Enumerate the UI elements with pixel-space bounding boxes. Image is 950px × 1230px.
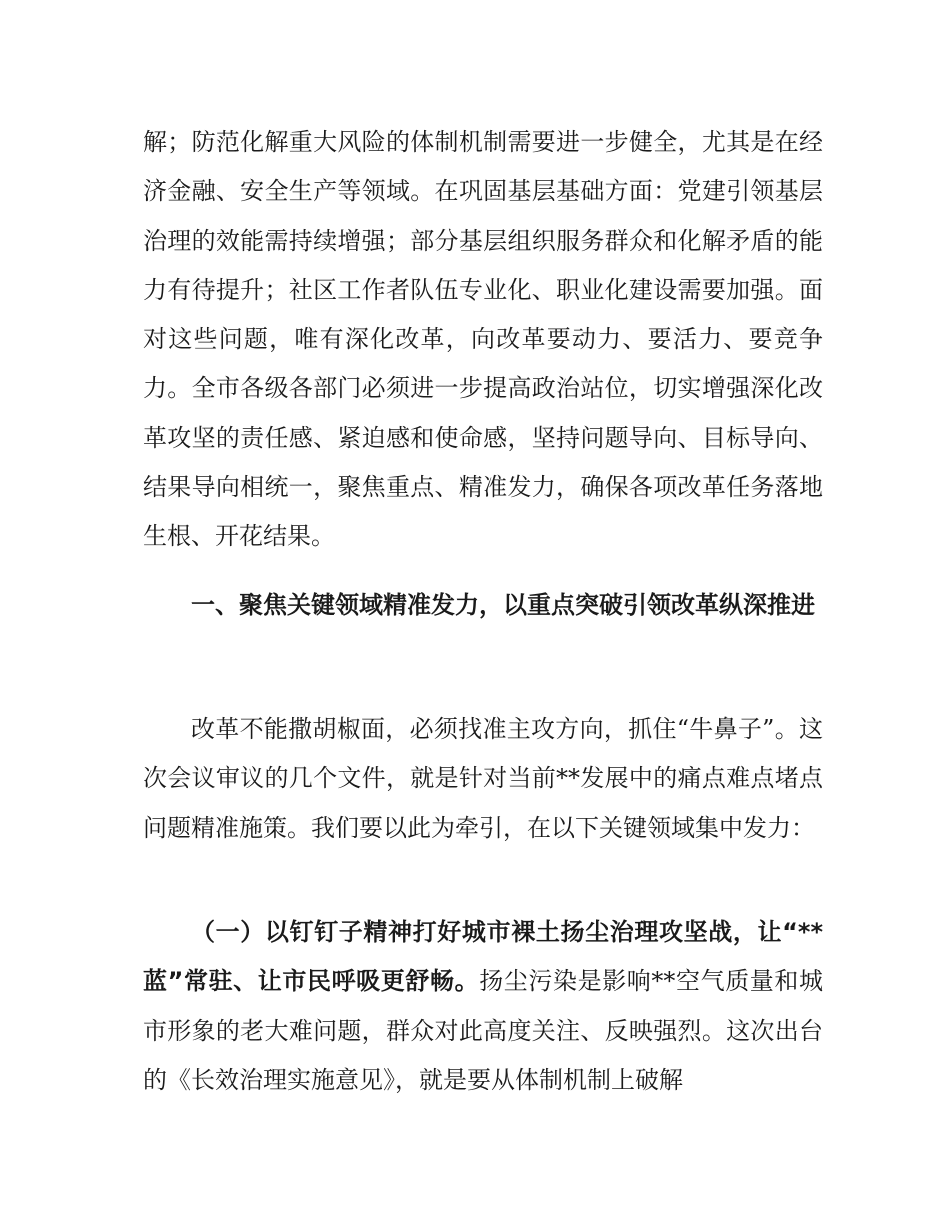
section-heading: 一、聚焦关键领域精准发力，以重点突破引领改革纵深推进 — [191, 591, 815, 619]
subsection-heading: （一）以钉钉子精神打好城市裸土扬尘治理攻坚战，让“**蓝”常驻、让市民呼吸更舒畅。 — [143, 918, 823, 996]
body-paragraph: 改革不能撒胡椒面，必须找准主攻方向，抓住“牛鼻子”。这次会议审议的几个文件，就是针对当前**发展中的痛点难点堵点问题精准施策。我们要以此为牵引，在以下关键领域集中发力： — [143, 715, 823, 842]
body-paragraph-continued: 解；防范化解重大风险的体制机制需要进一步健全，尤其是在经济金融、安全生产等领域。在巩固基层基础方面：党建引领基层治理的效能需持续增强；部分基层组织服务群众和化解矛盾的能力有待提升；社区工作者队伍专业化、职业化建设需要加强。面对这些问题，唯有深化改革，向改革要动力、要活力、要竞争力。全市各级各部门必须进一步提高政治站位，切实增强深化改革攻坚的责任感、紧迫感和使命感，坚持问题导向、目标导向、结果导向相统一，聚焦重点、精准发力，确保各项改革任务落地生根、开花结果。 — [143, 128, 823, 551]
subsection-body: 扬尘污染是影响**空气质量和城市形象的老大难问题，群众对此高度关注、反映强烈。这次出台的《长效治理实施意见》，就是要从体制机制上破解 — [143, 967, 823, 1094]
subsection-paragraph — [143, 908, 823, 1105]
